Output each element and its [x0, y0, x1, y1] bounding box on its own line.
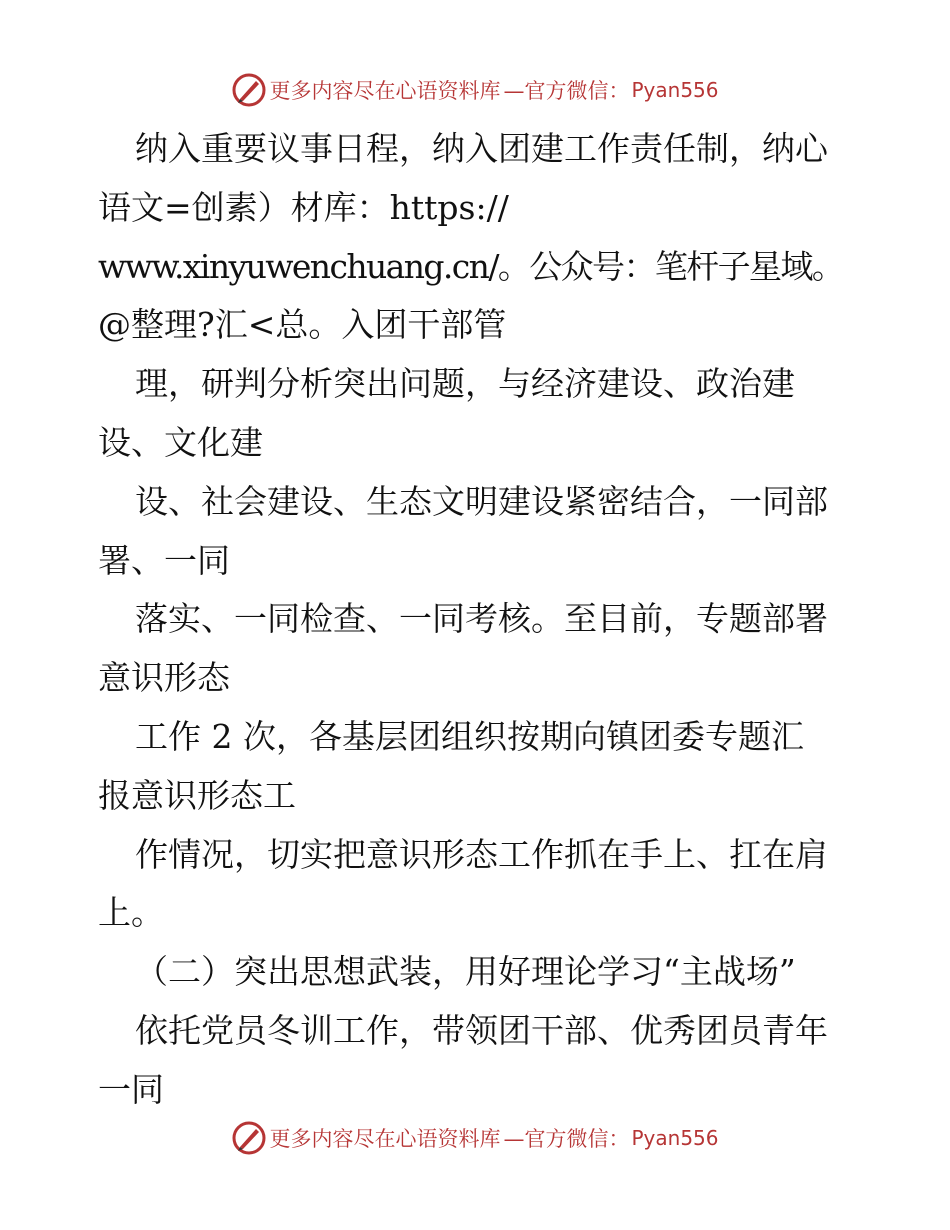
text-line: 工作 2 次，各基层团组织按期向镇团委专题汇 — [135, 716, 804, 756]
section-heading: （二）突出思想武装，用好理论学习“主战场” — [135, 952, 796, 992]
text-line: 一同 — [98, 1069, 164, 1109]
banner-text-main: 更多内容尽在心语资料库 — [269, 79, 501, 103]
text-line: @整理?汇<总。入团干部管 — [98, 305, 507, 345]
text-line: 理，研判分析突出问题，与经济建设、政治建 — [135, 364, 795, 404]
text-line: 报意识形态工 — [98, 775, 296, 815]
text-line: 落实、一同检查、一同考核。至目前，专题部署 — [135, 599, 828, 639]
text-line: 署、一同 — [98, 540, 230, 580]
header-banner — [0, 70, 950, 110]
text-line: 上。 — [98, 893, 164, 933]
banner-text-id: Pyan556 — [631, 78, 719, 102]
text-span: 语文=创素）材库：https:// — [98, 187, 509, 227]
text-line: 纳入重要议事日程，纳入团建工作责任制，纳心 — [135, 129, 828, 168]
footer-banner — [0, 1118, 950, 1158]
banner-text-dash: —官方微信： — [503, 79, 630, 103]
text-line: 设、文化建 — [98, 422, 263, 462]
banner-text-main: 更多内容尽在心语资料库 — [269, 1127, 501, 1151]
pen-logo-icon — [231, 1120, 267, 1156]
document-body — [98, 120, 868, 1120]
text-line: 意识形态 — [98, 658, 230, 698]
text-line — [98, 179, 868, 238]
text-line: www.xinyuwenchuang.cn/。公众号：笔杆子星域。 — [98, 246, 844, 286]
banner-text-id: Pyan556 — [631, 1126, 719, 1150]
text-line: 作情况，切实把意识形态工作抓在手上、扛在肩 — [135, 834, 828, 874]
banner-text-dash: —官方微信： — [503, 1127, 630, 1151]
text-line: 依托党员冬训工作，带领团干部、优秀团员青年 — [135, 1010, 828, 1050]
pen-logo-icon — [231, 72, 267, 108]
text-line: 设、社会建设、生态文明建设紧密结合，一同部 — [135, 481, 828, 521]
